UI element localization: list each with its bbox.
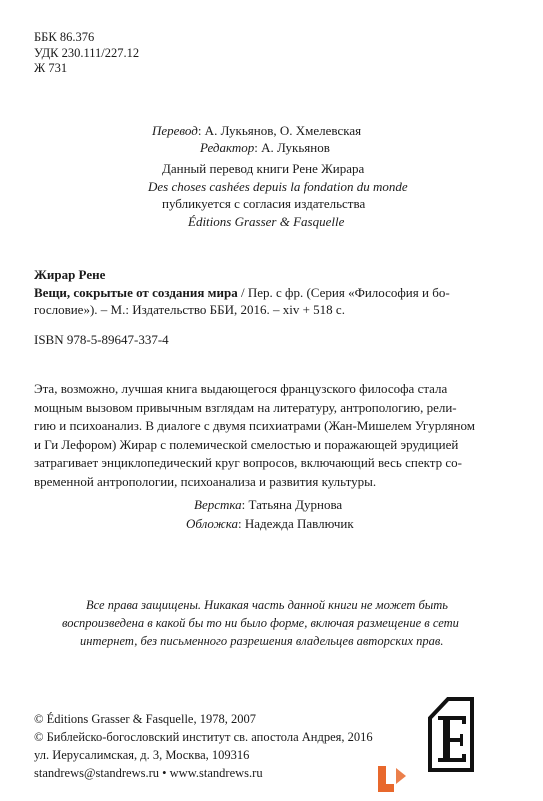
- author-mark: Ж 731: [34, 61, 68, 75]
- license-publisher: Éditions Grasser & Fasquelle: [188, 213, 345, 229]
- license-line-1: Данный перевод книги Рене Жирара: [162, 161, 365, 176]
- copyright-line: © Éditions Grasser & Fasquelle, 1978, 2007: [34, 712, 256, 726]
- classification-codes: [34, 30, 139, 77]
- annotation-line: временной антропологии, психоанализа и развития культуры.: [34, 473, 377, 489]
- address-line: ул. Иерусалимская, д. 3, Москва, 109316: [34, 748, 250, 762]
- translation-label: Перевод: [152, 123, 198, 138]
- translation-credit: [152, 122, 361, 139]
- isbn: ISBN 978-5-89647-337-4: [34, 332, 169, 347]
- rights-line: интернет, без письменного разрешения владельцев авторских прав.: [80, 634, 444, 648]
- editor-label: Редактор: [200, 140, 255, 155]
- annotation-line: затрагивает энциклопедический круг вопросов, включающий весь спектр со-: [34, 455, 462, 470]
- bib-imprint: гословие»). – М.: Издательство ББИ, 2016. – xiv + 518 с.: [34, 302, 345, 317]
- rights-line: воспроизведена в какой бы то ни было форме, включая размещение в сети: [62, 616, 459, 630]
- layout-value: : Татьяна Дурнова: [241, 497, 343, 512]
- cover-label: Обложка: [186, 515, 238, 531]
- annotation-line: и Ги Лефором) Жирар с полемической смелостью и поражающей эрудицией: [34, 436, 459, 452]
- rights-line: Все права защищены. Никакая часть данной книги не может быть: [86, 598, 448, 612]
- publisher-e-logo-icon: [428, 696, 476, 772]
- cover-credit: [186, 515, 354, 534]
- editor-value: : А. Лукьянов: [254, 140, 330, 155]
- bbk-code: ББК 86.376: [34, 30, 95, 44]
- udk-code: УДК 230.111/227.12: [34, 45, 140, 60]
- copyright-line: © Библейско-богословский институт св. апостола Андрея, 2016: [34, 730, 373, 744]
- license-original-title: Des choses cashées depuis la fondation du monde: [148, 178, 408, 194]
- translation-value: : А. Лукьянов, О. Хмелевская: [197, 123, 362, 138]
- annotation-line: мощным вызовом привычным взглядам на литературу, антропологию, рели-: [34, 399, 457, 415]
- annotation-line: Эта, возможно, лучшая книга выдающегося французского философа стала: [34, 381, 448, 396]
- license-line-3: публикуется с согласия издательства: [162, 196, 366, 211]
- bib-title: Вещи, сокрытые от создания мира: [34, 284, 238, 300]
- annotation-line: гию и психоанализ. В диалоге с двумя психиатрами (Жан-Мишелем Угурляном: [34, 418, 475, 433]
- editor-credit: [200, 139, 330, 156]
- bib-title-line: [34, 284, 450, 302]
- contacts-line: standrews@standrews.ru • www.standrews.ru: [34, 766, 263, 780]
- bib-author: Жирар Рене: [34, 267, 106, 282]
- copyright-block: [34, 710, 373, 782]
- bib-title-rest: / Пер. с фр. (Серия «Философия и бо-: [237, 284, 450, 300]
- layout-label: Верстка: [194, 497, 242, 512]
- layout-credit: [194, 496, 342, 515]
- litres-watermark-icon: [372, 762, 412, 796]
- cover-value: : Надежда Павлючик: [237, 515, 354, 531]
